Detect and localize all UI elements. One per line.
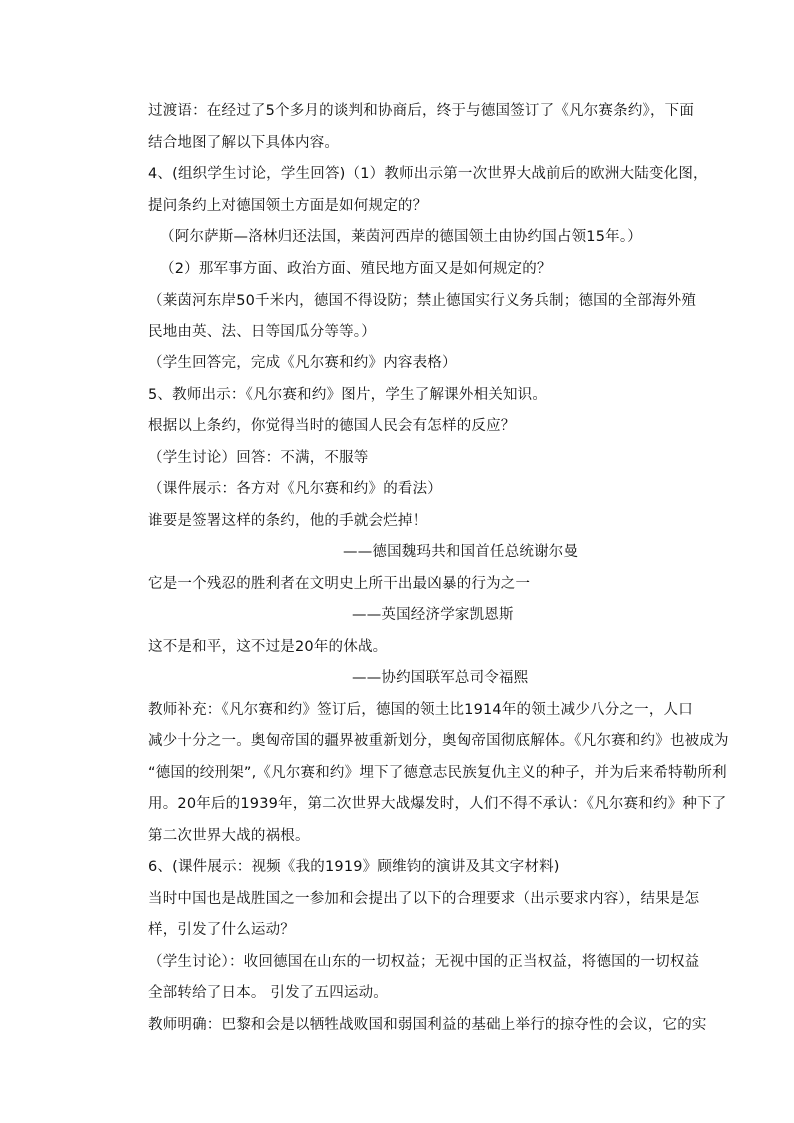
quote-line: 谁要是签署这样的条约，他的手就会烂掉！ (148, 513, 428, 529)
paragraph-line: 民地由英、法、日等国瓜分等等。） (148, 324, 376, 340)
paragraph-line: （学生回答完，完成《凡尔赛和约》内容表格） (148, 355, 457, 371)
quote-attribution: ——英国经济学家凯恩斯 (352, 607, 514, 623)
quote-line: 它是一个残忍的胜利者在文明史上所干出最凶暴的行为之一 (148, 576, 531, 592)
paragraph-line: 结合地图了解以下具体内容。 (148, 135, 340, 151)
quote-attribution: ——协约国联军总司令福熙 (352, 670, 529, 686)
paragraph-line: 4、(组织学生讨论，学生回答)（1）教师出示第一次世界大战前后的欧洲大陆变化图， (148, 166, 708, 182)
paragraph-line: （学生讨论）回答：不满，不服等 (148, 450, 369, 466)
paragraph-line: 5、教师出示：《凡尔赛和约》图片，学生了解课外相关知识。 (148, 387, 548, 403)
paragraph-line: 根据以上条约，你觉得当时的德国人民会有怎样的反应？ (148, 418, 516, 434)
paragraph-line: （莱茵河东岸50千米内，德国不得设防；禁止德国实行义务兵制；德国的全部海外殖 (148, 293, 697, 309)
paragraph-line: 用。20年后的1939年，第二次世界大战爆发时，人们不得不承认：《凡尔赛和约》种下了 (148, 796, 727, 812)
paragraph-line: 减少十分之一。奥匈帝国的疆界被重新划分，奥匈帝国彻底解体。《凡尔赛和约》也被成为 (148, 733, 729, 749)
paragraph-line: （阿尔萨斯—洛林归还法国，莱茵河西岸的德国领土由协约国占领15年。） (160, 229, 642, 245)
paragraph-line: 样，引发了什么运动？ (148, 922, 295, 938)
paragraph-line: （学生讨论）：收回德国在山东的一切权益；无视中国的正当权益，将德国的一切权益 (148, 954, 700, 970)
paragraph-line: 6、(课件展示：视频《我的1919》顾维钧的演讲及其文字材料) (148, 859, 560, 875)
paragraph-line: 提问条约上对德国领土方面是如何规定的？ (148, 198, 428, 214)
paragraph-line: 过渡语：在经过了5个多月的谈判和协商后，终于与德国签订了《凡尔赛条约》，下面 (148, 103, 695, 119)
paragraph-line: （课件展示：各方对《凡尔赛和约》的看法） (148, 481, 442, 497)
paragraph-line: 第二次世界大战的祸根。 (148, 828, 310, 844)
paragraph-line: （2）那军事方面、政治方面、殖民地方面又是如何规定的？ (160, 261, 552, 277)
paragraph-line: 全部转给了日本。 引发了五四运动。 (148, 985, 389, 1001)
paragraph-line: 教师明确：巴黎和会是以牺牲战败国和弱国利益的基础上举行的掠夺性的会议，它的实 (148, 1017, 707, 1033)
quote-line: 这不是和平，这不过是20年的休战。 (148, 639, 388, 655)
paragraph-line: “德国的绞刑架”,《凡尔赛和约》埋下了德意志民族复仇主义的种子，并为后来希特勒所利 (148, 765, 727, 781)
paragraph-line: 教师补充：《凡尔赛和约》签订后，德国的领土比1914年的领土减少八分之一，人口 (148, 702, 693, 718)
quote-attribution: ——德国魏玛共和国首任总统谢尔曼 (343, 544, 579, 560)
paragraph-line: 当时中国也是战胜国之一参加和会提出了以下的合理要求（出示要求内容），结果是怎 (148, 891, 700, 907)
